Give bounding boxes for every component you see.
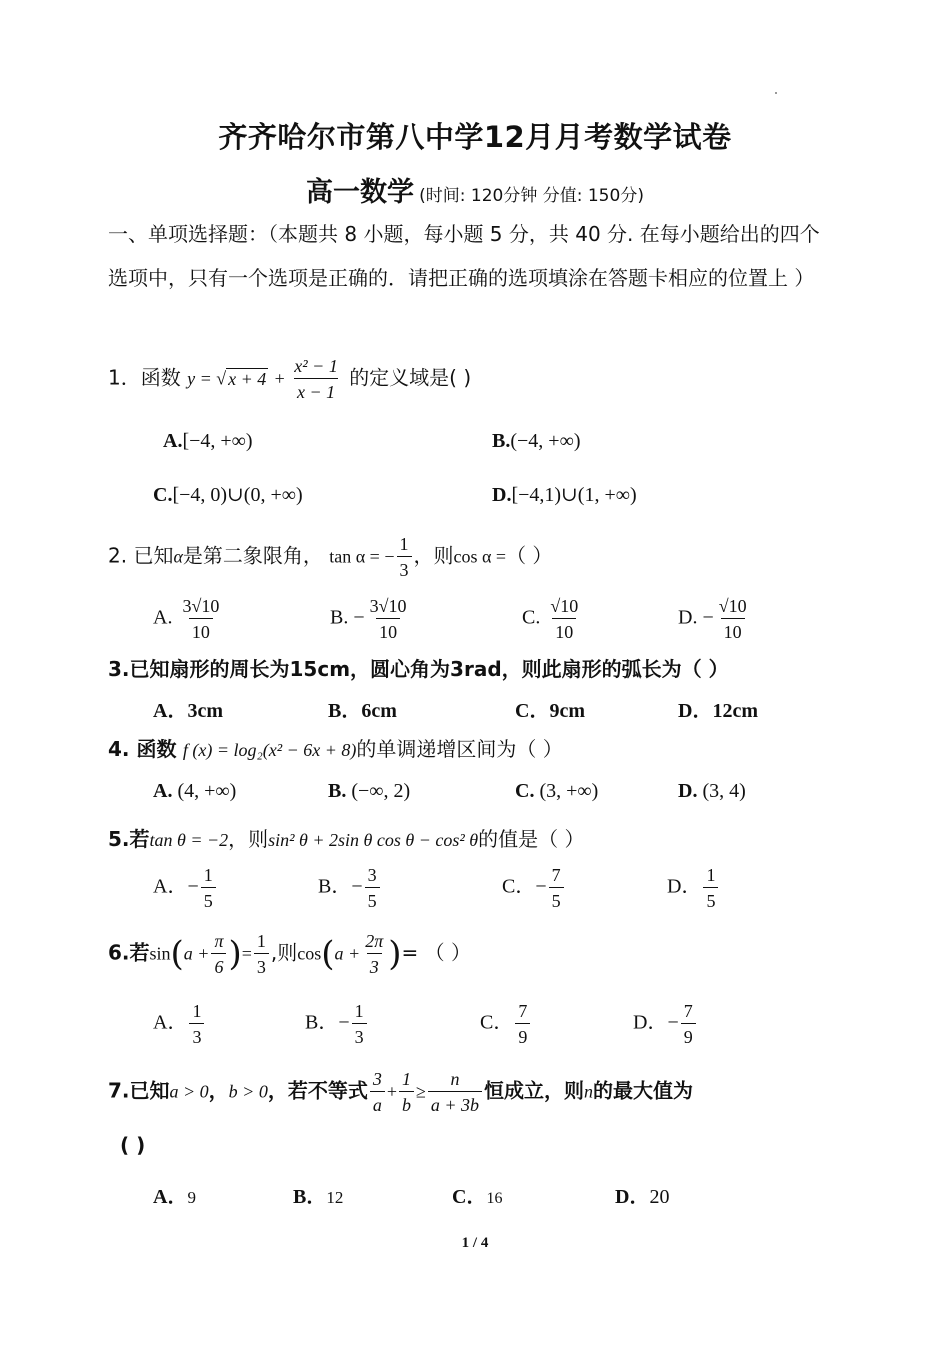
q7-n: n — [584, 1081, 594, 1102]
q5-b-sign: − — [351, 875, 363, 898]
q7-frac2 — [399, 1068, 414, 1116]
q7-a-label: A． — [153, 1186, 188, 1208]
q2-d-den: 10 — [721, 618, 745, 643]
q1-option-c[interactable] — [153, 482, 303, 507]
q3-option-a[interactable]: A．3cm — [153, 700, 223, 722]
q2-b-num: 3√10 — [369, 596, 407, 616]
q2-paren: （ ） — [506, 543, 553, 568]
q7-geq: ≥ — [415, 1081, 426, 1102]
q6-v-den: 3 — [254, 953, 269, 978]
q6-sin: sin — [149, 943, 171, 964]
q2-d-sign: − — [702, 606, 714, 629]
q5-b-den: 5 — [365, 887, 380, 912]
q1-sqrt-body: x + 4 — [228, 368, 267, 389]
q1-frac-num: x² − 1 — [294, 356, 338, 376]
question-4 — [108, 733, 563, 762]
q6-v-num: 1 — [256, 931, 266, 951]
q4-option-a[interactable] — [153, 780, 236, 803]
q6-pi-num: π — [214, 931, 224, 951]
q7-b-value: 12 — [326, 1188, 344, 1207]
q7-option-b[interactable] — [293, 1180, 343, 1209]
q4-b-value: (−∞, 2) — [351, 780, 411, 802]
q5-a-num: 1 — [203, 865, 213, 885]
q6-b-sign: − — [338, 1011, 350, 1034]
q6-c-frac — [515, 1000, 530, 1048]
q2-fraction — [397, 533, 412, 581]
q5-a-frac — [201, 864, 216, 912]
q7-option-d[interactable] — [615, 1180, 669, 1209]
q4-d-value: (3, 4) — [702, 780, 746, 802]
q4-option-b[interactable] — [328, 780, 410, 803]
q6-frac1 — [211, 930, 226, 978]
q5-c-num: 7 — [551, 865, 561, 885]
q6-c-label: C． — [480, 1011, 514, 1034]
q3-option-d[interactable]: D．12cm — [678, 700, 758, 722]
q3-option-b[interactable]: B．6cm — [328, 700, 397, 722]
q2-a-den: 10 — [189, 618, 213, 643]
q5-b-num: 3 — [367, 865, 377, 885]
q2-b-sign: − — [353, 606, 365, 629]
q1-option-d[interactable] — [492, 482, 637, 507]
q6-then: ,则 — [270, 940, 298, 965]
q2-d-label: D. — [678, 606, 698, 629]
q4-a-label: A. — [153, 780, 173, 802]
q6-a-num: 1 — [192, 1001, 202, 1021]
q6-b-num: 1 — [354, 1001, 364, 1021]
question-2 — [108, 533, 552, 581]
q6-a-den: 3 — [189, 1023, 204, 1048]
q2-d-frac — [716, 595, 750, 643]
q5-a-sign: − — [187, 875, 199, 898]
q5-c-sign: − — [535, 875, 547, 898]
q5-b-frac — [365, 864, 380, 912]
q6-c-den: 9 — [515, 1023, 530, 1048]
q6-pi2-num: 2π — [365, 931, 384, 951]
q2-c-den: 10 — [552, 618, 576, 643]
q1-d-value: [−4,1)∪(1, +∞) — [511, 484, 637, 506]
q7-c2: b > 0 — [228, 1081, 268, 1102]
q6-option-a[interactable] — [153, 1000, 206, 1048]
q5-d-num: 1 — [706, 865, 716, 885]
q7-option-a[interactable] — [153, 1180, 196, 1209]
q6-frac2 — [254, 930, 269, 978]
q6-d-num: 7 — [683, 1001, 693, 1021]
q4-c-value: (3, +∞) — [539, 780, 599, 802]
q7-f2-den: b — [399, 1091, 414, 1116]
q2-mid: 是第二象限角， — [182, 543, 323, 568]
q6-a-label: A． — [153, 1011, 188, 1034]
q7-a-value: 9 — [187, 1188, 196, 1207]
q3-option-c[interactable]: C．9cm — [515, 700, 585, 722]
q2-b-frac — [367, 595, 410, 643]
q1-option-a[interactable] — [163, 430, 253, 453]
q1-a-label: A. — [163, 430, 183, 452]
q2-d-num: √10 — [718, 596, 747, 616]
q5-suffix: 的值是（ ） — [478, 827, 585, 851]
q6-option-b[interactable] — [305, 1000, 369, 1048]
q1-fraction — [291, 355, 341, 403]
q4-d-label: D. — [678, 780, 698, 802]
q2-alpha: α — [173, 546, 183, 567]
q1-y: y = — [187, 368, 217, 389]
q2-a-num: 3√10 — [182, 596, 220, 616]
q6-b-frac — [352, 1000, 367, 1048]
q6-paren-close: ) — [228, 934, 242, 974]
q2-option-d[interactable] — [678, 595, 752, 643]
subject-label: 高一数学 — [306, 177, 415, 208]
q5-expr: sin² θ + 2sin θ cos θ − cos² θ — [268, 830, 479, 850]
q6-a-frac — [189, 1000, 204, 1048]
q6-option-d[interactable] — [633, 1000, 698, 1048]
q6-pi-den: 6 — [211, 953, 226, 978]
q5-c-den: 5 — [549, 887, 564, 912]
question-1 — [108, 355, 471, 403]
q7-comma: ， — [208, 1078, 229, 1103]
q7-suffix: 的最大值为 — [593, 1078, 694, 1103]
q1-c-value: [−4, 0)∪(0, +∞) — [172, 484, 303, 506]
q2-c-frac — [547, 595, 581, 643]
q4-c-label: C. — [515, 780, 535, 802]
q5-cond: tan θ = −2 — [149, 830, 229, 850]
q5-d-frac — [703, 864, 718, 912]
q2-c-label: C. — [522, 606, 541, 629]
exam-title: 齐齐哈尔市第八中学12月月考数学试卷 — [218, 120, 732, 154]
q5-b-label: B． — [318, 875, 352, 898]
q1-plus: + — [274, 368, 290, 389]
q6-paren2-open: ( — [321, 934, 335, 974]
q1-sqrt-sign: √ — [216, 368, 227, 389]
q4-option-d[interactable] — [678, 780, 746, 803]
q1-option-b[interactable] — [492, 430, 580, 453]
q1-prefix: 1．函数 — [108, 365, 181, 390]
q4-b-label: B. — [328, 780, 347, 802]
q7-d-value: 20 — [649, 1186, 670, 1208]
q2-a-frac — [179, 595, 222, 643]
q7-option-c[interactable] — [452, 1180, 502, 1209]
q2-frac-den: 3 — [397, 556, 412, 581]
question-3: 3.已知扇形的周长为15cm，圆心角为3rad，则此扇形的弧长为（ ） — [108, 657, 729, 681]
q6-eq: = — [241, 943, 252, 964]
page-number: 1 / 4 — [461, 1235, 489, 1251]
q7-c-label: C． — [452, 1186, 487, 1208]
q7-f1-den: a — [370, 1091, 385, 1116]
scan-dot — [775, 92, 777, 94]
q7-f3-den: a + 3b — [428, 1091, 482, 1116]
q2-option-b[interactable] — [330, 595, 412, 643]
q6-d-frac — [681, 1000, 696, 1048]
q7-frac3 — [428, 1068, 482, 1116]
q6-c-num: 7 — [518, 1001, 528, 1021]
q2-option-c[interactable] — [522, 595, 583, 643]
q7-c1: a > 0 — [169, 1081, 209, 1102]
q2-prefix: 2. 已知 — [108, 543, 174, 568]
q5-prefix: 5.若 — [108, 827, 150, 851]
q2-b-label: B. — [330, 606, 349, 629]
q6-b-label: B． — [305, 1011, 339, 1034]
q7-b-label: B． — [293, 1186, 327, 1208]
q1-a-value: [−4, +∞) — [182, 430, 253, 452]
q6-d-den: 9 — [681, 1023, 696, 1048]
q4-suffix: 的单调递增区间为（ ） — [356, 737, 563, 761]
q2-cos: cos α = — [453, 546, 507, 567]
q7-frac1 — [370, 1068, 385, 1116]
q5-d-label: D． — [667, 875, 702, 898]
q6-option-c[interactable] — [480, 1000, 532, 1048]
q4-a-value: (4, +∞) — [177, 780, 237, 802]
q6-pi2-den: 3 — [367, 953, 382, 978]
exam-subtitle — [0, 170, 950, 209]
q1-d-label: D. — [492, 484, 512, 506]
q2-c-num: √10 — [550, 596, 579, 616]
q7-prefix: 7.已知 — [108, 1078, 170, 1103]
q7-d-label: D． — [615, 1186, 650, 1208]
q6-prefix: 6.若 — [108, 940, 150, 965]
q6-d-label: D． — [633, 1011, 668, 1034]
q6-a1: a + — [183, 943, 210, 964]
q4-option-c[interactable] — [515, 780, 598, 803]
q7-c-value: 16 — [486, 1190, 503, 1207]
q6-paren2-close: ) — [388, 934, 402, 974]
question-7 — [108, 1068, 693, 1116]
q6-b-den: 3 — [352, 1023, 367, 1048]
q5-then: ，则 — [228, 827, 269, 851]
q5-a-label: A． — [153, 875, 188, 898]
q1-b-label: B. — [492, 430, 511, 452]
q6-paren-open: ( — [170, 934, 184, 974]
q2-a-label: A. — [153, 606, 173, 629]
q6-a2: a + — [334, 943, 361, 964]
question-5 — [108, 823, 584, 852]
question-6 — [108, 930, 471, 978]
q5-option-a[interactable] — [153, 864, 218, 912]
q1-b-value: (−4, +∞) — [510, 430, 581, 452]
q5-c-label: C． — [502, 875, 536, 898]
q7-answer-paren: ( ) — [120, 1133, 146, 1157]
q2-tan: tan α = − — [329, 546, 395, 567]
q2-option-a[interactable] — [153, 595, 224, 643]
q5-c-frac — [549, 864, 564, 912]
q7-f2-num: 1 — [401, 1069, 411, 1089]
q5-option-c[interactable] — [502, 864, 566, 912]
q5-option-b[interactable] — [318, 864, 382, 912]
q2-then: ，则 — [413, 543, 454, 568]
q1-frac-den: x − 1 — [294, 378, 338, 403]
q7-plus: + — [386, 1081, 397, 1102]
q6-frac3 — [362, 930, 386, 978]
q7-mid: ，若不等式 — [267, 1078, 368, 1103]
q1-c-label: C. — [153, 484, 173, 506]
q7-mid2: 恒成立，则 — [484, 1078, 585, 1103]
q6-suffix: = （ ） — [401, 940, 471, 965]
q6-cos: cos — [297, 943, 322, 964]
q1-suffix: 的定义域是( ) — [349, 365, 472, 390]
exam-meta: (时间: 120分钟 分值: 150分) — [419, 186, 644, 206]
q6-d-sign: − — [667, 1011, 679, 1034]
q5-option-d[interactable] — [667, 864, 720, 912]
q7-f1-num: 3 — [372, 1069, 382, 1089]
q4-expr: f (x) = log₂(x² − 6x + 8) — [182, 740, 357, 760]
q4-prefix: 4. 函数 — [108, 737, 177, 761]
q2-frac-num: 1 — [399, 534, 409, 554]
q5-a-den: 5 — [201, 887, 216, 912]
q2-b-den: 10 — [376, 618, 400, 643]
q7-f3-num: n — [450, 1069, 460, 1089]
section-instructions: 一、单项选择题：（本题共 8 小题，每小题 5 分，共 40 分. 在每小题给出的四个选项中，只有一个选项是正确的．请把正确的选项填涂在答题卡相应的位置上 ） — [108, 222, 820, 290]
q5-d-den: 5 — [703, 887, 718, 912]
